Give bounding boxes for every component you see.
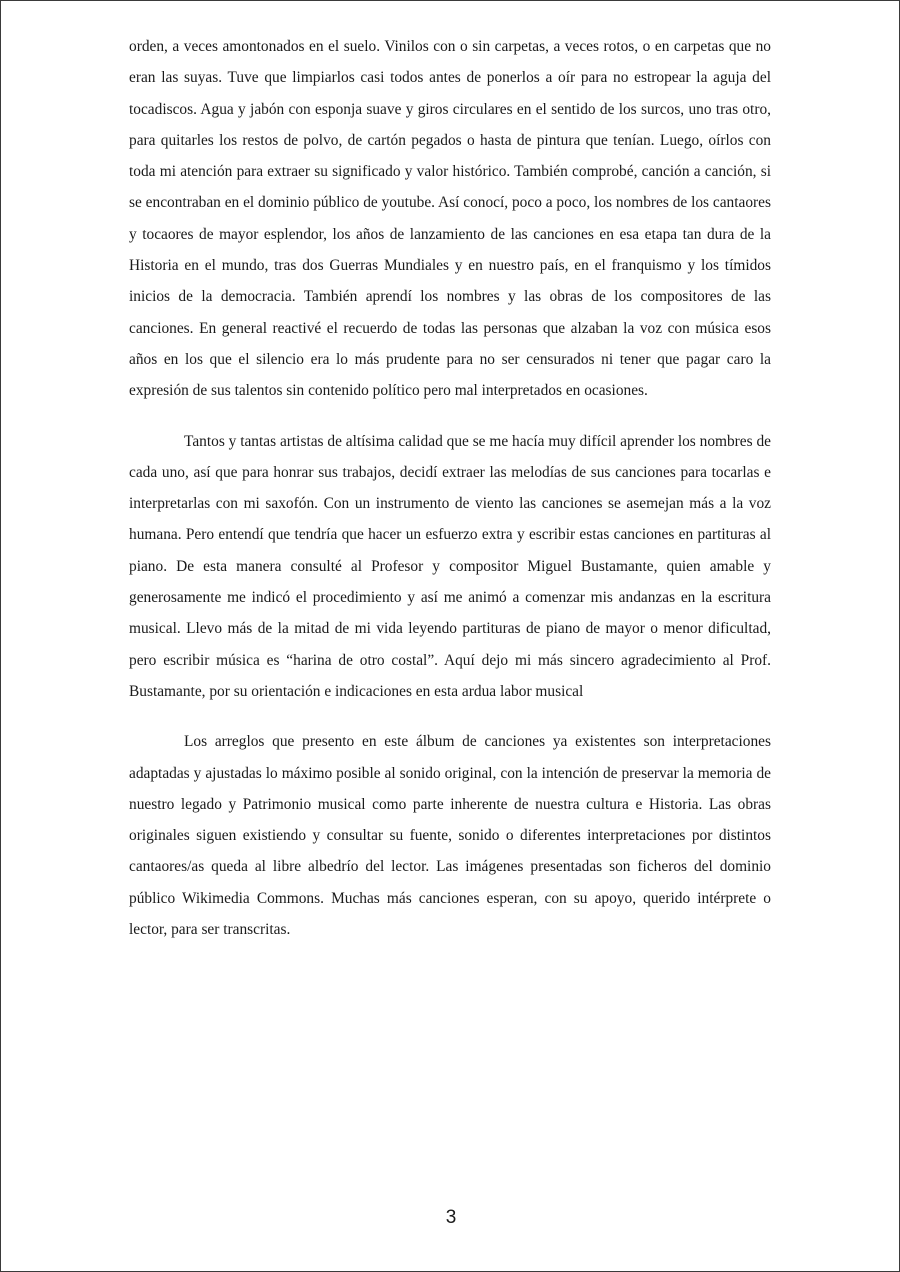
paragraph-3: Los arreglos que presento en este álbum de canciones ya existentes son interpretaciones adaptadas y ajustadas lo máximo posible al sonido original, con la intención de preservar la memoria de nuestro legado y Patrimonio musical como parte inherente de nuestra cultura e Historia. Las obras originales siguen existiendo y consultar su fuente, sonido o diferentes interpretaciones por distintos cantaores/as queda al libre albedrío del lector. Las imágenes presentadas son ficheros del dominio público Wikimedia Commons. Muchas más canciones esperan, con su apoyo, querido intérprete o lector, para ser transcritas. xyxy=(129,733,771,939)
document-page xyxy=(129,31,771,945)
paragraph-2: Tantos y tantas artistas de altísima calidad que se me hacía muy difícil aprender los nombres de cada uno, así que para honrar sus trabajos, decidí extraer las melodías de sus canciones para tocarlas e interpretarlas con mi saxofón. Con un instrumento de viento las canciones se asemejan más a la voz humana. Pero entendí que tendría que hacer un esfuerzo extra y escribir estas canciones en partituras al piano. De esta manera consulté al Profesor y compositor Miguel Bustamante, quien amable y generosamente me indicó el procedimiento y así me animó a comenzar mis andanzas en la escritura musical. Llevo más de la mitad de mi vida leyendo partituras de piano de mayor o menor dificultad, pero escribir música es “harina de otro costal”. Aquí dejo mi más sincero agradecimiento al Prof. Bustamante, por su orientación e indicaciones en esta ardua labor musical xyxy=(129,432,772,700)
page-number: 3 xyxy=(445,1207,457,1228)
paragraph-1: orden, a veces amontonados en el suelo. Vinilos con o sin carpetas, a veces rotos, o en carpetas que no eran las suyas. Tuve que limpiarlos casi todos antes de ponerlos a oír para no estropear la aguja del tocadiscos. Agua y jabón con esponja suave y giros circulares en el sentido de los surcos, uno tras otro, para quitarles los restos de polvo, de cartón pegados o hasta de pintura que tenían. Luego, oírlos con toda mi atención para extraer su significado y valor histórico. También comprobé, canción a canción, si se encontraban en el dominio público de youtube. Así conocí, poco a poco, los nombres de los cantaores y tocaores de mayor esplendor, los años de lanzamiento de las canciones en esa etapa tan dura de la Historia en el mundo, tras dos Guerras Mundiales y en nuestro país, en el franquismo y los tímidos inicios de la democracia. También aprendí los nombres y las obras de los compositores de las canciones. En general reactivé el recuerdo de todas las personas que alzaban la voz con música esos años en los que el silencio era lo más prudente para no ser censurados ni tener que pagar caro la expresión de sus talentos sin contenido político pero mal interpretados en ocasiones. xyxy=(129,38,771,400)
